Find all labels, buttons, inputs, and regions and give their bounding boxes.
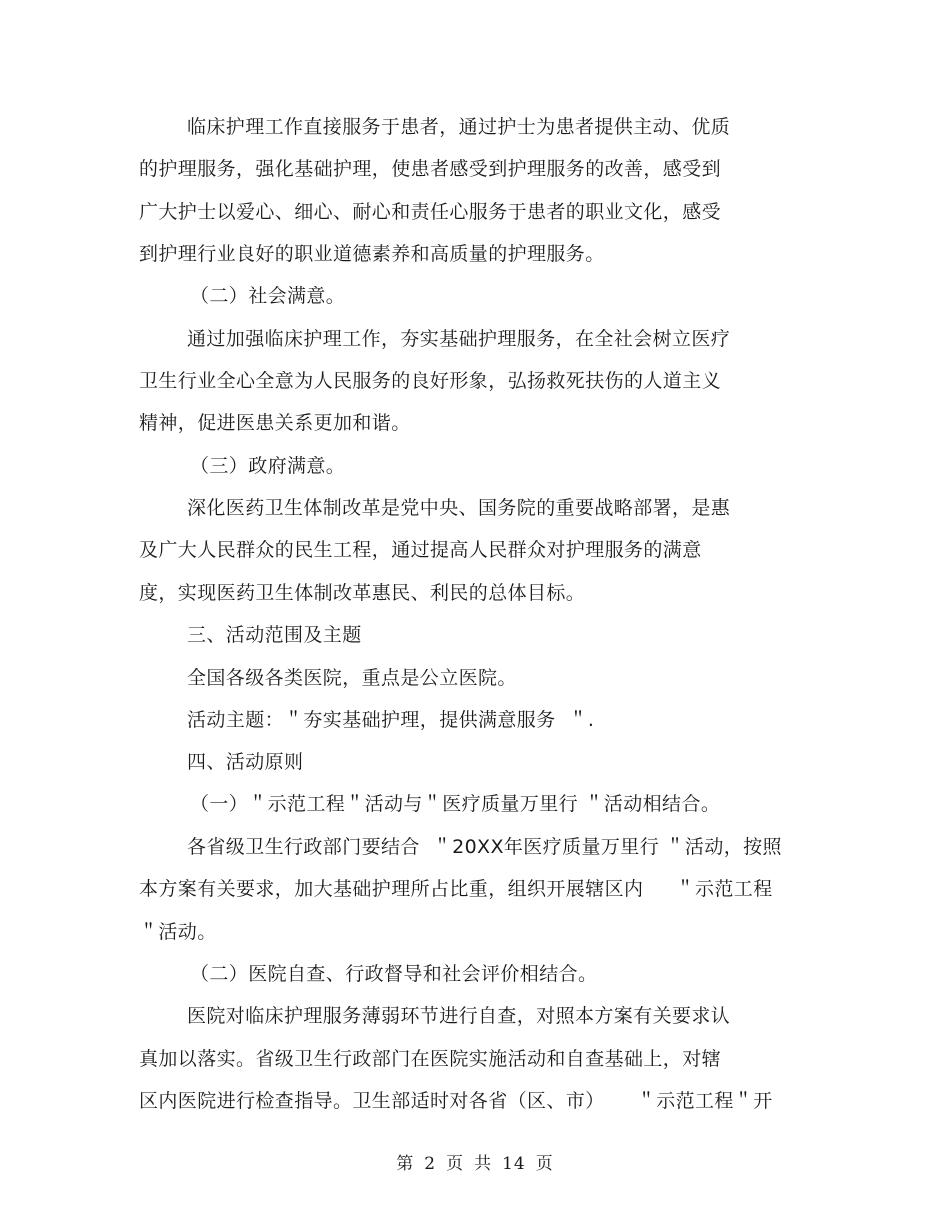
section-heading: （三）政府满意。	[190, 455, 346, 477]
text-line: 广大护士以爱心、细心、耐心和责任心服务于患者的职业文化，感受	[139, 201, 722, 223]
footer-total-prefix: 共	[474, 1154, 493, 1174]
text-line: 通过加强临床护理工作，夯实基础护理服务，在全社会树立医疗	[187, 328, 731, 350]
text-line: ＂活动。	[139, 921, 217, 943]
section-heading: （二）社会满意。	[190, 285, 346, 307]
footer-prefix: 第	[396, 1154, 415, 1174]
footer-page-label: 页	[446, 1154, 465, 1174]
text-line: 及广大人民群众的民生工程，通过提高人民群众对护理服务的满意	[139, 539, 702, 561]
text-line: 本方案有关要求，加大基础护理所占比重，组织开展辖区内 ＂示范工程	[139, 878, 773, 900]
text-line: 深化医药卫生体制改革是党中央、国务院的重要战略部署，是惠	[187, 497, 731, 519]
page-footer	[0, 1153, 950, 1175]
text-line: 到护理行业良好的职业道德素养和高质量的护理服务。	[139, 243, 605, 265]
text-line: 全国各级各类医院，重点是公立医院。	[187, 667, 517, 689]
section-heading: （二）医院自查、行政督导和社会评价相结合。	[190, 963, 598, 985]
text-line: 活动主题：＂夯实基础护理，提供满意服务 ＂.	[187, 709, 595, 731]
footer-suffix: 页	[535, 1154, 554, 1174]
text-line: 的护理服务，强化基础护理，使患者感受到护理服务的改善，感受到	[139, 158, 722, 180]
text-line: 区内医院进行检查指导。卫生部适时对各省（区、市） ＂示范工程＂开	[139, 1090, 773, 1112]
text-line: 各省级卫生行政部门要结合 ＂20XX年医疗质量万里行 ＂活动，按照	[187, 836, 782, 858]
text-line: 卫生行业全心全意为人民服务的良好形象，弘扬救死扶伤的人道主义	[139, 370, 722, 392]
section-heading: 四、活动原则	[187, 751, 304, 773]
total-pages-number: 14	[502, 1154, 526, 1174]
current-page-number: 2	[424, 1154, 437, 1174]
text-line: 临床护理工作直接服务于患者，通过护士为患者提供主动、优质	[187, 116, 731, 138]
section-heading: （一）＂示范工程＂活动与＂医疗质量万里行 ＂活动相结合。	[190, 793, 721, 815]
section-heading: 三、活动范围及主题	[187, 624, 362, 646]
text-line: 真加以落实。省级卫生行政部门在医院实施活动和自查基础上，对辖	[139, 1048, 722, 1070]
text-line: 度，实现医药卫生体制改革惠民、利民的总体目标。	[139, 582, 586, 604]
text-line: 医院对临床护理服务薄弱环节进行自查，对照本方案有关要求认	[187, 1005, 731, 1027]
text-line: 精神，促进医患关系更加和谐。	[139, 412, 411, 434]
